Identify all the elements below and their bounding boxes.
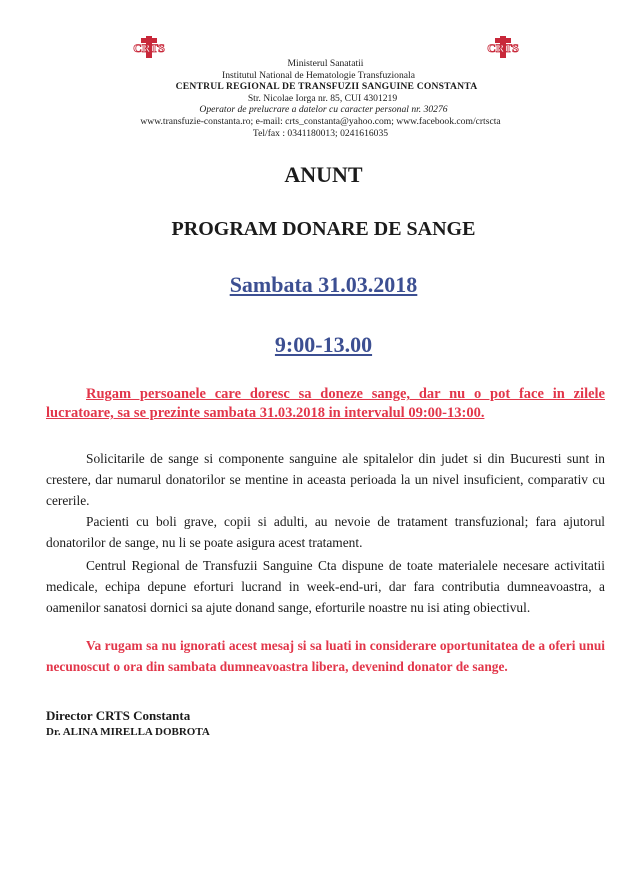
phone-line: Tel/fax : 0341180013; 0241616035 xyxy=(252,127,389,139)
announcement-title: ANUNT xyxy=(284,162,363,187)
letterhead xyxy=(0,58,633,139)
crts-logo-right xyxy=(483,35,523,59)
event-date: Sambata 31.03.2018 xyxy=(229,272,418,297)
crts-logo-left xyxy=(129,35,169,59)
body-paragraph-3: Centrul Regional de Transfuzii Sanguine Cta dispune de toate materialele necesare activitatii medicale, echipa depune eforturi lucrand in week-end-uri, dar fara contributia dumneavoastra, a oamenilor sanatosi dornici sa ajute donand sange, eforturile noastre nu isi ating obiectivul. xyxy=(46,558,605,615)
ministry-line: Ministerul Sanatatii xyxy=(287,58,364,69)
svg-text:CRTS: CRTS xyxy=(133,41,165,55)
closing-paragraph: Va rugam sa nu ignorati acest mesaj si sa luati in considerare oportunitatea de a oferi unui necunoscut o ora din sambata dumneavoastra libera, devenind donator de sange. xyxy=(46,638,605,674)
body-paragraph-2: Pacienti cu boli grave, copii si adulti, au nevoie de tratament transfuzional; fara ajutorul donatorilor de sange, nu li se poate asigura acest tratament. xyxy=(46,514,605,550)
event-hours: 9:00-13.00 xyxy=(274,332,373,357)
appeal-paragraph: Rugam persoanele care doresc sa doneze sange, dar nu o pot face in zilele lucratoare, sa se prezinte sambata 31.03.2018 in intervalul 09:00-13:00. xyxy=(46,386,605,421)
operator-line: Operator de prelucrare a datelor cu caracter personal nr. 30276 xyxy=(199,104,448,116)
institute-line: Institutul National de Hematologie Transfuzionala xyxy=(222,69,415,81)
body-paragraph-1: Solicitarile de sange si componente sanguine ale spitalelor din judet si din Bucuresti sunt in crestere, dar numarul donatorilor se mentine in aceasta perioada la un nivel insuficient, comparativ cu cererile. xyxy=(46,451,605,508)
svg-text:CRTS: CRTS xyxy=(487,41,519,55)
signature-role: Director CRTS Constanta xyxy=(46,708,191,723)
address-line: Str. Nicolae Iorga nr. 85, CUI 4301219 xyxy=(247,92,398,104)
web-contact-line: www.transfuzie-constanta.ro; e-mail: crts_constanta@yahoo.com; www.facebook.com/crtscta xyxy=(140,115,501,127)
program-title: PROGRAM DONARE DE SANGE xyxy=(171,218,476,240)
signature-name: Dr. ALINA MIRELLA DOBROTA xyxy=(46,726,210,738)
center-name: CENTRUL REGIONAL DE TRANSFUZII SANGUINE CONSTANTA xyxy=(175,81,478,93)
